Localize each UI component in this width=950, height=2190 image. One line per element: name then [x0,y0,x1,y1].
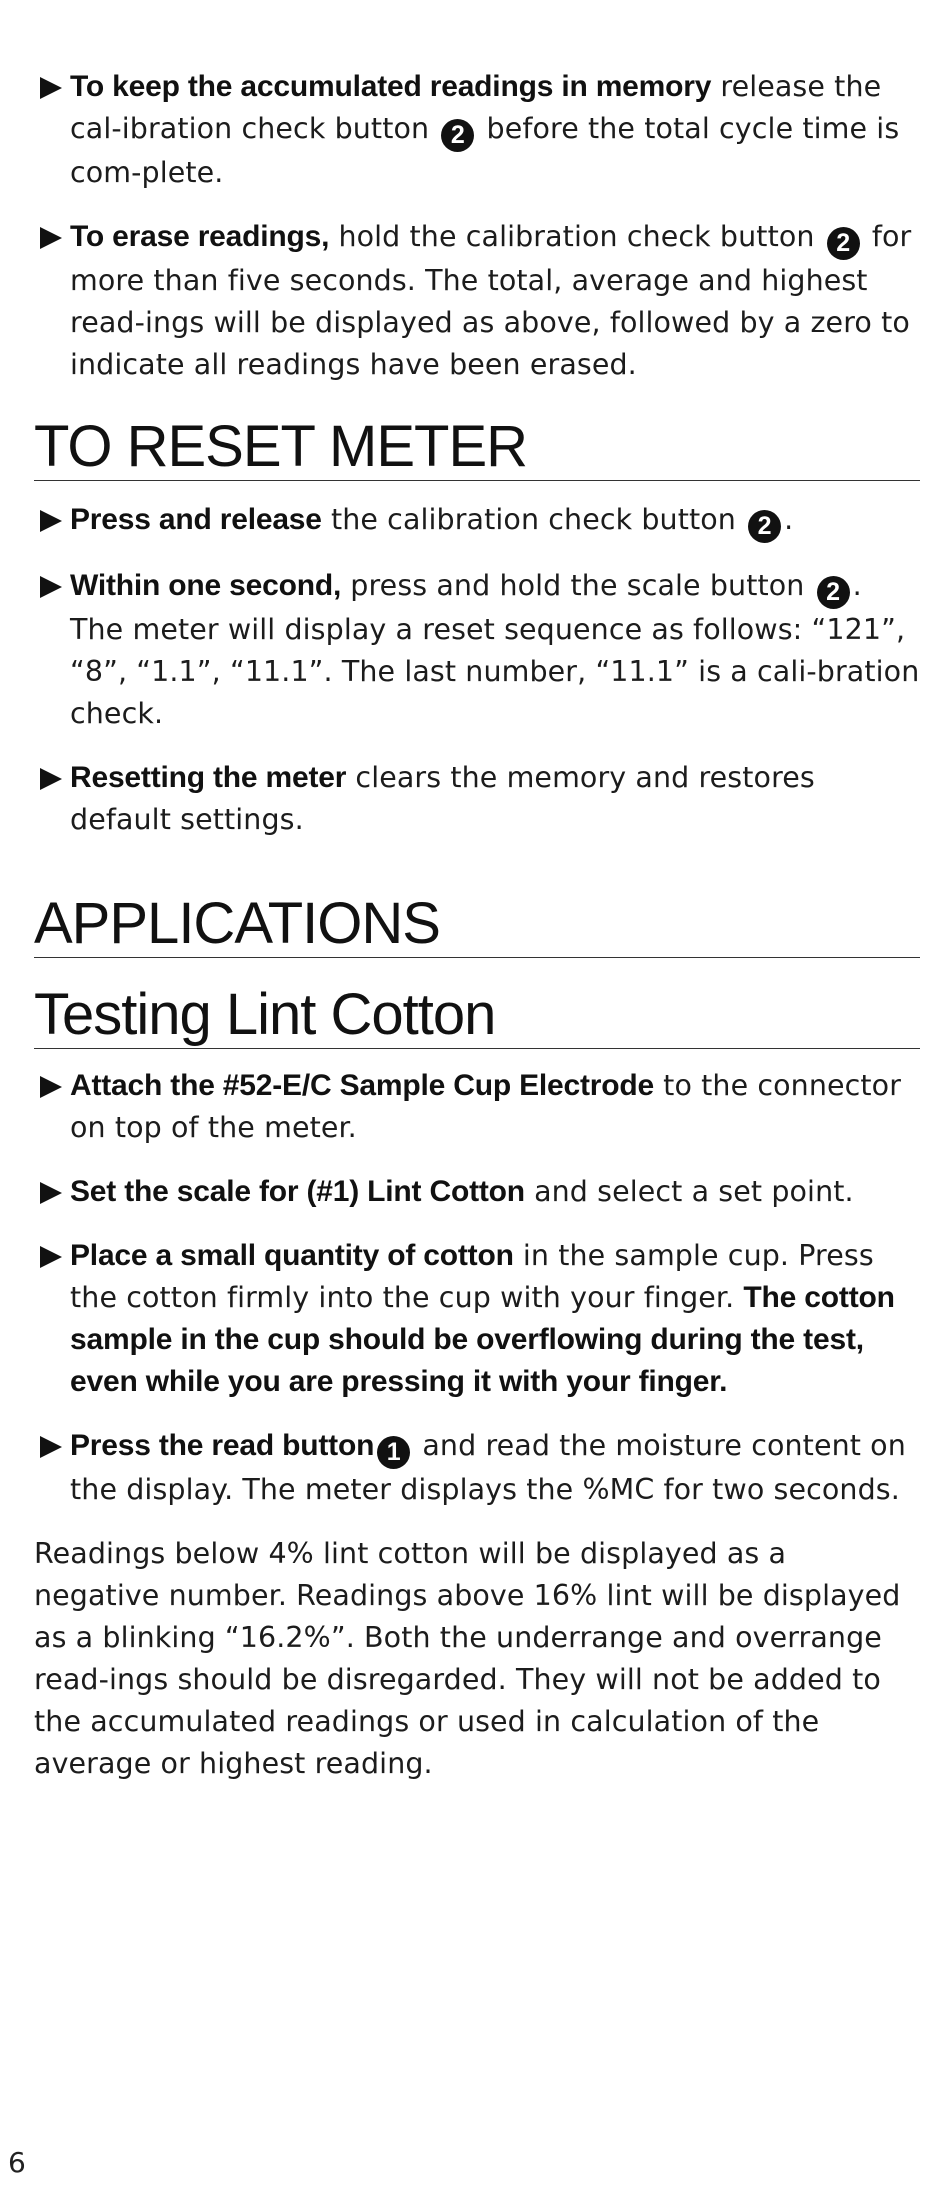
instruction-lead: Resetting the meter [70,761,347,794]
bullet-arrow-icon [40,510,62,532]
bullet-arrow-icon [40,576,62,598]
readings-range-note: Readings below 4% lint cotton will be displayed as a negative number. Readings above 16% lint will be displayed as a blinking “16.2%”. Both the underrange and overrange read-ings should be disregarded. They will not be added to the accumulated readings or used in calculation of the average or highest reading. [34,1537,901,1780]
instruction-text: before the total cycle time is com-plete. [70,112,900,189]
instruction-text: for more than five seconds. The total, average and highest read-ings will be displayed as above, followed by a zero to indicate all readings have been erased. [70,220,912,381]
instruction-lead: To keep the accumulated readings in memory [70,70,712,103]
manual-page [34,66,920,1814]
instruction-lead: Place a small quantity of cotton [70,1239,514,1272]
lint-step-attach-electrode [34,1065,920,1149]
instruction-lead: Within one second, [70,569,342,602]
instruction-text: . The meter will display a reset sequence as follows: “121”, “8”, “1.1”, “11.1”. The last number, “11.1” is a cali-bration check. [70,569,920,730]
bullet-arrow-icon [40,227,62,249]
bullet-arrow-icon [40,77,62,99]
instruction-text: release the cal-ibration check button [70,70,882,145]
instruction-lead: Press and release [70,503,322,536]
page-number: 6 [8,2146,26,2179]
instruction-erase-readings [34,216,920,386]
instruction-lead: Attach the #52-E/C Sample Cup Electrode [70,1069,655,1102]
instruction-text: and read the moisture content on the display. The meter displays the %MC for two seconds. [70,1429,906,1506]
section-heading-reset-meter: TO RESET METER [34,416,920,481]
instruction-text: and select a set point. [524,1175,854,1208]
button-2-icon: 2 [748,510,781,543]
instruction-text: the calibration check button [321,503,746,536]
bullet-arrow-icon [40,1182,62,1204]
button-1-icon: 1 [377,1436,410,1469]
instruction-lead: Press the read button [70,1429,375,1462]
instruction-keep-readings [34,66,920,194]
bullet-arrow-icon [40,1076,62,1098]
instruction-text: . [784,503,794,536]
bullet-arrow-icon [40,1246,62,1268]
reset-step-within-one-second [34,565,920,735]
button-2-icon: 2 [827,227,860,260]
instruction-text: press and hold the scale button [341,569,814,602]
instruction-lead: Set the scale for (#1) Lint Cotton [70,1175,525,1208]
instruction-text: hold the calibration check button [329,220,824,253]
subsection-heading-lint-cotton: Testing Lint Cotton [34,984,920,1049]
instruction-emphasis: The cotton sample in the cup should be overflowing during the test, even while you are pressing it with your finger. [70,1281,895,1398]
reset-step-clears-memory [34,757,920,841]
bullet-arrow-icon [40,1436,62,1458]
bullet-arrow-icon [40,768,62,790]
instruction-text: in the sample cup. Press the cotton firmly into the cup with your finger. [70,1239,874,1314]
button-2-icon: 2 [817,576,850,609]
instruction-lead: To erase readings, [70,220,330,253]
button-2-icon: 2 [441,119,474,152]
instruction-text: clears the memory and restores default settings. [70,761,815,836]
instruction-text: to the connector on top of the meter. [70,1069,902,1144]
reset-step-press-release [34,499,920,543]
lint-step-set-scale [34,1171,920,1213]
lint-step-press-read [34,1425,920,1511]
lint-step-place-cotton [34,1235,920,1403]
section-heading-applications: APPLICATIONS [34,893,920,958]
